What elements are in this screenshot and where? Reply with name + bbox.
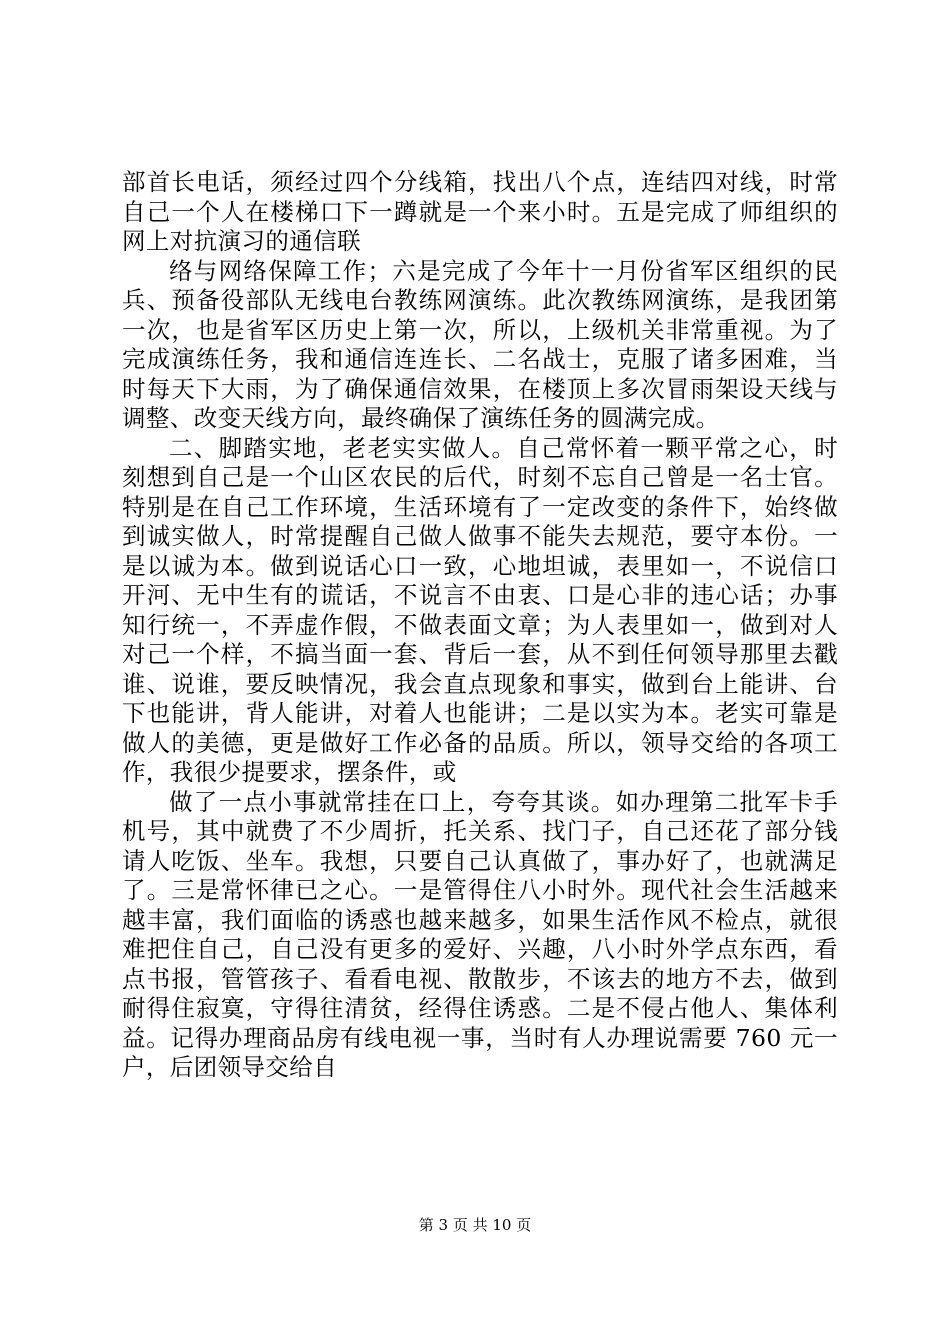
paragraph-4: 做了一点小事就常挂在口上，夸夸其谈。如办理第二批军卡手机号，其中就费了不少周折，托关系、找门子，自己还花了部分钱请人吃饭、坐车。我想，只要自己认真做了，事办好了，也就满足了。三是常怀律已之心。一是管得住八小时外。现代社会生活越来越丰富，我们面临的诱惑也越来越多，如果生活作风不检点，就很难把住自己，自己没有更多的爱好、兴趣，八小时外学点东西，看点书报，管管孩子、看看电视、散散步，不该去的地方不去，做到耐得住寂寞，守得往清贫，经得住诱惑。二是不侵占他人、集体利益。记得办理商品房有线电视一事，当时有人办理说需要 760 元一户，后团领导交给自	[122, 787, 838, 1081]
paragraph-1: 部首长电话，须经过四个分线箱，找出八个点，连结四对线，时常自己一个人在楼梯口下一蹲就是一个来小时。五是完成了师组织的网上对抗演习的通信联	[122, 168, 838, 255]
paragraph-3: 二、脚踏实地，老老实实做人。自己常怀着一颗平常之心，时刻想到自己是一个山区农民的后代，时刻不忘自己曾是一名士官。特别是在自己工作环境，生活环境有了一定改变的条件下，始终做到诚实做人，时常提醒自己做人做事不能失去规范，要守本份。一是以诚为本。做到说话心口一致，心地坦诚，表里如一，不说信口开河、无中生有的谎话，不说言不由衷、口是心非的违心话；办事知行统一，不弄虚作假，不做表面文章；为人表里如一，做到对人对己一个样，不搞当面一套、背后一套，从不到任何领导那里去戳谁、说谁，要反映情况，我会直点现象和事实，做到台上能讲、台下也能讲，背人能讲，对着人也能讲；二是以实为本。老实可靠是做人的美德，更是做好工作必备的品质。所以，领导交给的各项工作，我很少提要求，摆条件，或	[122, 433, 838, 786]
page-footer	[0, 1215, 950, 1235]
page-number-label: 第 3 页 共 10 页	[418, 1216, 532, 1234]
body-text	[122, 168, 838, 1083]
paragraph-2: 络与网络保障工作；六是完成了今年十一月份省军区组织的民兵、预备役部队无线电台教练网演练。此次教练网演练，是我团第一次，也是省军区历史上第一次，所以，上级机关非常重视。为了完成演练任务，我和通信连连长、二名战士，克服了诸多困难，当时每天下大雨，为了确保通信效果，在楼顶上多次冒雨架设天线与调整、改变天线方向，最终确保了演练任务的圆满完成。	[122, 256, 838, 432]
